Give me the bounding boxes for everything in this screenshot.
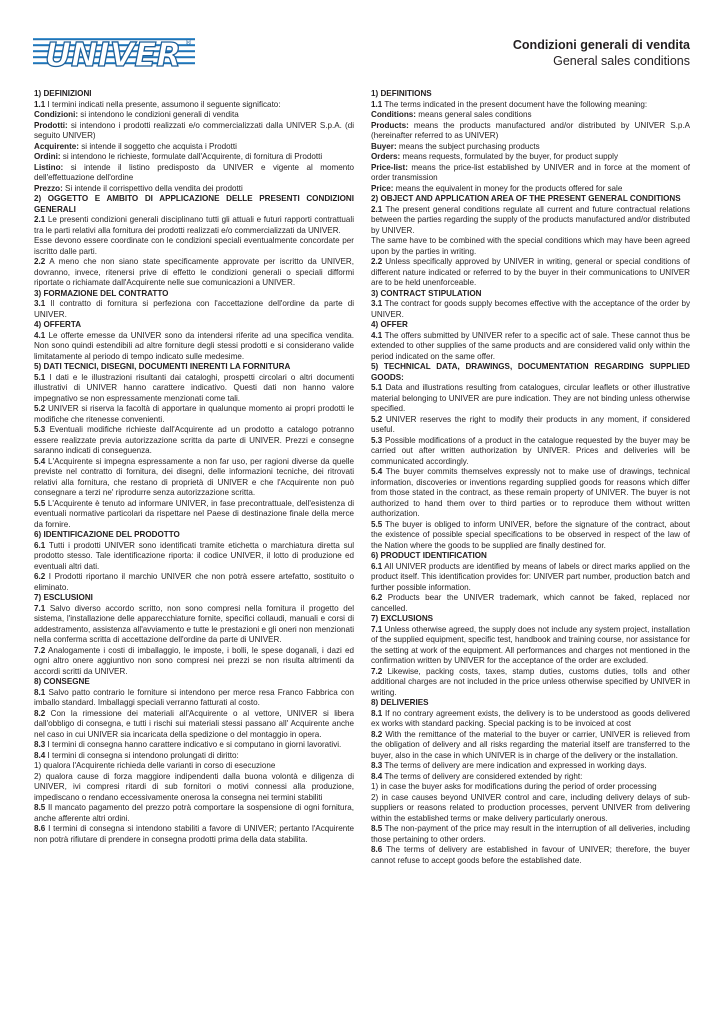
- clause-label: Prezzo:: [34, 183, 63, 193]
- clause-label: 6.1: [34, 540, 46, 550]
- clause-label: 8.1: [371, 708, 383, 718]
- clause-text: A meno che non siano state specificamente approvate per iscritto da UNIVER, dovranno, invece, ritenersi prive di effetto le condizioni generali o speciali difformi riportate o richiamate dall'Acquirente nelle sue comunicazioni a UNIVER.: [34, 257, 354, 287]
- section-heading: 5) DATI TECNICI, DISEGNI, DOCUMENTI INERENTI LA FORNITURA: [34, 362, 291, 371]
- clause-label: Price-list:: [371, 162, 408, 172]
- clause-paragraph: [371, 593, 690, 614]
- clause-paragraph: [34, 110, 354, 121]
- clause-paragraph: [34, 152, 354, 163]
- clause-text: 2) in case causes beyond UNIVER control and care, including delivery delays of sub-suppliers or reasons related to production processes, pervent UNIVER from delivering within the established terms or make delivery particularly onerous.: [371, 792, 690, 823]
- clause-text: I dati e le illustrazioni risultanti dai cataloghi, prospetti circolari o altri documenti illustrativi di UNIVER hanno carattere indicativo. Questi dati non hanno valore impegnativo se non espressamente menzionati come tali.: [34, 372, 354, 403]
- header-titles: [513, 38, 690, 69]
- clause-paragraph: [34, 499, 354, 531]
- clause-label: 8.3: [34, 740, 46, 749]
- clause-paragraph: [371, 110, 690, 121]
- clause-paragraph: [371, 257, 690, 289]
- clause-text: Il mancato pagamento del prezzo potrà comportare la sospensione di ogni fornitura, anche afferente altri ordini.: [34, 803, 354, 823]
- section-heading: 1) DEFINITIONS: [371, 89, 432, 98]
- clause-paragraph: [371, 824, 690, 845]
- clause-paragraph: [371, 782, 690, 793]
- clause-text: 1) qualora l'Acquirente richieda delle varianti in corso di esecuzione: [34, 761, 276, 770]
- clause-text: UNIVER reserves the right to modify their products in any moment, if considered useful.: [371, 414, 690, 434]
- section-heading: 5) TECHNICAL DATA, DRAWINGS, DOCUMENTATION REGARDING SUPPLIED GOODS:: [371, 362, 690, 382]
- clause-label: 8.5: [34, 803, 46, 812]
- clause-label: 8.4: [371, 771, 383, 781]
- clause-label: 2.1: [34, 215, 46, 224]
- clause-paragraph: [371, 467, 690, 520]
- section-heading: 3) CONTRACT STIPULATION: [371, 288, 482, 298]
- clause-text: means the products manufactured and/or distributed by UNIVER S.p.A (hereinafter referred to as UNIVER): [371, 120, 690, 140]
- clause-text: si intendono le condizioni generali di vendita: [78, 110, 239, 119]
- clause-paragraph: [34, 751, 354, 762]
- clause-text: I Prodotti riportano il marchio UNIVER che non potrà essere artefatto, sostituito o eliminato.: [34, 572, 354, 592]
- clause-paragraph: [34, 425, 354, 457]
- clause-paragraph: [34, 331, 354, 363]
- section-heading: 3) FORMAZIONE DEL CONTRATTO: [34, 288, 169, 298]
- clause-text: I termini di consegna si intendono stabiliti a favore di UNIVER; pertanto l'Acquirente non potrà rifiutare di prendere in consegna prodotti prima della data stabilita.: [34, 824, 354, 844]
- clause-text: means the subject purchasing products: [396, 141, 540, 151]
- clause-text: means general sales conditions: [415, 110, 532, 119]
- clause-label: Conditions:: [371, 110, 416, 119]
- clause-text: If no contrary agreement exists, the delivery is to be understood as goods delivered ex works with standard packing. Special packing is to be invoiced at cost: [371, 708, 690, 728]
- clause-paragraph: [371, 205, 690, 237]
- clause-text: Data and illustrations resulting from catalogues, circular leaflets or other illustrative material belonging to UNIVER are pure indication. They are not binding unless otherwise specified.: [371, 383, 690, 413]
- clause-text: Unless specifically approved by UNIVER in writing, general or special conditions of different nature indicated or referred to by the buyer in their communications to UNIVER are to be held unenforceable.: [371, 257, 690, 287]
- clause-paragraph: [371, 383, 690, 415]
- clause-text: Salvo diverso accordo scritto, non sono compresi nella fornitura il progetto del sistema, l'installazione delle apparecchiature fornite, specifici collaudi, manuali e corsi di addestramento, assistenza all'avviamento e tutte le prestazioni e gli oneri non menzionati nella conferma scritta di accettazione dell'ordine da parte di UNIVER.: [34, 603, 354, 644]
- clause-label: 3.1: [371, 299, 383, 308]
- clause-text: The same have to be combined with the special conditions which may have been agreed upon by the parties in writing.: [371, 236, 690, 256]
- clause-label: 5.1: [34, 372, 46, 382]
- clause-paragraph: [34, 688, 354, 709]
- clause-text: The terms of delivery are mere indication and expressed in working days.: [382, 761, 647, 770]
- clause-paragraph: [371, 761, 690, 772]
- clause-paragraph: [34, 740, 354, 751]
- clause-paragraph: [34, 824, 354, 845]
- clause-label: Acquirente:: [34, 141, 79, 151]
- clause-label: 5.1: [371, 383, 383, 392]
- clause-label: 2.2: [371, 257, 383, 266]
- clause-paragraph: [34, 373, 354, 405]
- clause-paragraph: [371, 121, 690, 142]
- clause-paragraph: [371, 100, 690, 111]
- clause-paragraph: [34, 299, 354, 320]
- clause-text: The non-payment of the price may result in the interruption of all deliveries, including those pertaining to other orders.: [371, 824, 690, 844]
- clause-label: Listino:: [34, 162, 64, 172]
- english-terms-column: [371, 89, 690, 866]
- clause-text: 1) in case the buyer asks for modifications during the period of order processing: [371, 782, 657, 791]
- clause-label: 8.3: [371, 761, 383, 770]
- title-italian: Condizioni generali di vendita: [512, 38, 690, 52]
- section-heading: 6) PRODUCT IDENTIFICATION: [371, 551, 487, 560]
- clause-paragraph: [371, 730, 690, 762]
- clause-paragraph: [34, 457, 354, 499]
- clause-paragraph: [34, 215, 354, 236]
- clause-paragraph: [371, 520, 690, 552]
- section-heading: 4) OFFERTA: [34, 320, 82, 329]
- section-heading: 2) OGGETTO E AMBITO DI APPLICAZIONE DELLE PRESENTI CONDIZIONI GENERALI: [34, 194, 354, 214]
- clause-label: Condizioni:: [34, 110, 79, 119]
- clause-label: 1.1: [34, 99, 46, 109]
- clause-text: The offers submitted by UNIVER refer to a specific act of sale. These cannot thus be extended to other supplies of the same products and are considered valid only within the period indicated on the same offer.: [371, 330, 690, 361]
- clause-text: I termini di consegna si intendono prolungati di diritto:: [45, 750, 239, 760]
- clause-label: Price:: [371, 183, 394, 193]
- clause-label: Products:: [371, 120, 409, 130]
- section-heading: 8) DELIVERIES: [371, 698, 429, 707]
- clause-label: 1.1: [371, 99, 383, 109]
- clause-text: The terms indicated in the present document have the following meaning:: [382, 99, 648, 109]
- clause-paragraph: [371, 625, 690, 667]
- clause-paragraph: [34, 803, 354, 824]
- clause-label: 5.5: [371, 519, 383, 529]
- clause-label: 8.6: [34, 824, 46, 833]
- clause-paragraph: [371, 415, 690, 436]
- clause-text: L'Acquirente è tenuto ad informare UNIVER, in fase precontrattuale, dell'esistenza di eventuali normative particolari da rispettare nel Paese di destinazione finale della merce da fornire.: [34, 498, 354, 529]
- clause-paragraph: [371, 436, 690, 468]
- clause-label: Ordini:: [34, 152, 61, 161]
- clause-text: The terms of delivery are established in favour of UNIVER; therefore, the buyer cannot refuse to accept goods before the established date.: [371, 845, 690, 865]
- section-heading: 7) EXCLUSIONS: [371, 614, 434, 623]
- clause-label: 8.6: [371, 845, 383, 854]
- clause-text: means the price-list established by UNIVER and in force at the moment of order transmission: [371, 162, 690, 182]
- clause-label: 7.1: [371, 624, 383, 634]
- clause-label: 6.2: [371, 593, 383, 602]
- clause-text: The buyer commits themselves expressly not to make use of drawings, technical information, discoveries or inventions regarding supplied goods for reasons which differ from those stated in the contract, as these remain property of UNIVER. The buyer is not authorized to hand them over to third parties or to reproduce them without written authorization.: [371, 467, 690, 518]
- clause-text: means the equivalent in money for the products offered for sale: [393, 183, 623, 193]
- clause-label: 2.1: [371, 204, 383, 214]
- clause-text: L'Acquirente si impegna espressamente a non far uso, per ragioni diverse da quelle previste nel contratto di fornitura, dei disegni, delle informazioni tecniche, dei ritrovati relativi alla fornitura, che restano di proprietà di UNIVER e che l'Acquirente non può consegnare a terzi ne' riprodurre senza autorizzazione scritta.: [34, 456, 354, 497]
- clause-label: Prodotti:: [34, 120, 68, 130]
- clause-label: 6.1: [371, 561, 383, 571]
- clause-text: Le offerte emesse da UNIVER sono da intendersi riferite ad una specifica vendita. Non sono quindi estendibili ad altre forniture degli stessi prodotti e si considerano valide limitatamente al periodo di tempo indicato sulle medesime.: [34, 330, 354, 361]
- section-heading: 6) IDENTIFICAZIONE DEL PRODOTTO: [34, 530, 180, 539]
- clause-paragraph: [371, 331, 690, 363]
- clause-paragraph: [34, 761, 354, 772]
- clause-paragraph: [371, 845, 690, 866]
- clause-paragraph: [34, 604, 354, 646]
- clause-label: 7.2: [34, 645, 46, 655]
- clause-label: 8.5: [371, 824, 383, 833]
- clause-text: Eventuali modifiche richieste dall'Acquirente ad un prodotto a catalogo potranno essere realizzate previa autorizzazione scritta da parte di UNIVER. Prezzi e consegne saranno indicati di conseguenza.: [34, 425, 354, 455]
- clause-label: 7.1: [34, 603, 46, 613]
- clause-paragraph: [371, 142, 690, 153]
- section-heading: 7) ESCLUSIONI: [34, 593, 93, 602]
- clause-paragraph: [34, 709, 354, 741]
- clause-text: The buyer is obliged to inform UNIVER, before the signature of the contract, about the existence of possible special specifications to be observed in respect of the law of the Nation where the goods to be supplied are finally destined for.: [371, 519, 690, 550]
- clause-label: 8.4: [34, 750, 46, 760]
- clause-paragraph: [34, 541, 354, 573]
- clause-paragraph: [34, 236, 354, 257]
- section-heading: 1) DEFINIZIONI: [34, 89, 92, 98]
- clause-text: Tutti i prodotti UNIVER sono identificati tramite etichetta o marchiatura diretta sul prodotto stesso. Tale identificazione riporta: il codice UNIVER, il lotto di produzione ed eventuali altri dati.: [34, 540, 354, 571]
- clause-paragraph: [34, 404, 354, 425]
- clause-text: Si intende il corrispettivo della vendita dei prodotti: [62, 183, 243, 193]
- clause-paragraph: [371, 667, 690, 699]
- clause-label: 5.4: [371, 467, 383, 476]
- clause-label: 5.3: [371, 435, 383, 445]
- clause-label: 8.2: [34, 708, 46, 718]
- clause-text: 2) qualora cause di forza maggiore indipendenti dalla buona volontà e diligenza di UNIVER, ivi compresi ritardi di sub fornitori o motivi connessi alla produzione, impediscano o rendano eccessivamente onerosa la consegna nei termini stabiliti: [34, 771, 354, 802]
- clause-paragraph: [371, 772, 690, 783]
- clause-label: 4.1: [371, 330, 383, 340]
- clause-label: 2.2: [34, 257, 46, 266]
- italian-terms-column: [34, 89, 354, 845]
- clause-text: Le presenti condizioni generali disciplinano tutti gli attuali e futuri rapporti contrattuali tra le parti relativi alla fornitura dei prodotti realizzati e/o commercializzati da UNIVER.: [34, 215, 354, 235]
- clause-paragraph: [34, 121, 354, 142]
- clause-paragraph: [371, 299, 690, 320]
- title-english: General sales conditions: [553, 54, 690, 68]
- clause-text: The present general conditions regulate all current and future contractual relations between the parties regarding the supply of the products manufactured and/or distributed by UNIVER.: [371, 204, 690, 235]
- clause-label: 8.1: [34, 687, 46, 697]
- clause-paragraph: [371, 562, 690, 594]
- clause-text: si intendono i prodotti realizzati e/o commercializzati dalla UNIVER S.p.A. (di seguito UNIVER): [34, 120, 354, 140]
- clause-label: 3.1: [34, 299, 46, 308]
- clause-text: Products bear the UNIVER trademark, which cannot be faked, replaced nor cancelled.: [371, 593, 690, 613]
- clause-text: UNIVER si riserva la facoltà di apportare in qualunque momento ai propri prodotti le modifiche che ritenesse convenienti.: [34, 404, 354, 424]
- clause-label: 7.2: [371, 666, 383, 676]
- clause-label: 8.2: [371, 729, 383, 739]
- clause-paragraph: [34, 257, 354, 289]
- clause-label: 6.2: [34, 572, 46, 581]
- clause-text: Esse devono essere coordinate con le condizioni speciali eventualmente concordate per iscritto dalle parti.: [34, 236, 354, 256]
- clause-text: All UNIVER products are identified by means of labels or direct marks applied on the product itself. This identification provides for: UNIVER part number, production batch and further possible information.: [371, 561, 690, 592]
- section-heading: 8) CONSEGNE: [34, 677, 90, 686]
- section-heading: 4) OFFER: [371, 320, 408, 329]
- clause-label: Buyer:: [371, 141, 397, 151]
- clause-paragraph: [34, 184, 354, 195]
- clause-text: Likewise, packing costs, taxes, stamp duties, customs duties, tolls and other additional charges are not included in the price unless otherwise specified by UNIVER in writing.: [371, 666, 690, 697]
- section-heading: 2) OBJECT AND APPLICATION AREA OF THE PRESENT GENERAL CONDITIONS: [371, 194, 681, 203]
- clause-text: I termini indicati nella presente, assumono il seguente significato:: [45, 99, 281, 109]
- clause-text: Con la rimessione dei materiali all'Acquirente o al vettore, UNIVER si libera dall'obbligo di consegna, e tutti i rischi sui materiali stessi passano all' Acquirente anche nel caso in cui UNIVER sia incaricata della spedizione o del montaggio in opera.: [34, 708, 354, 739]
- clause-text: Analogamente i costi di imballaggio, le imposte, i bolli, le spese doganali, i dazi ed ogni altro onere aggiuntivo non sono compresi nei prezzi se non risulta altrimenti da accordi scritti da UNIVER.: [34, 645, 354, 676]
- clause-label: 5.4: [34, 456, 46, 466]
- clause-paragraph: [34, 163, 354, 184]
- clause-label: Orders:: [371, 152, 401, 161]
- clause-text: The contract for goods supply becomes effective with the acceptance of the order by UNIVER.: [371, 299, 690, 319]
- clause-paragraph: [34, 572, 354, 593]
- clause-text: si intendono le richieste, formulate dall'Acquirente, di fornitura di Prodotti: [60, 152, 323, 161]
- clause-paragraph: [371, 184, 690, 195]
- clause-text: Unless otherwise agreed, the supply does not include any system project, installation of the supplied equipment, specific test, handbook and training course, nor assistance for the setting at work of the equipment. All performances and charges not mentioned in the confirmation written by UNIVER for the acceptance of the order are excluded.: [371, 624, 690, 665]
- clause-text: Salvo patto contrario le forniture si intendono per merce resa Franco Fabbrica con imballo standard. Imballaggi speciali verranno fatturati al costo.: [34, 687, 354, 707]
- clause-text: si intende il listino predisposto da UNIVER e vigente al momento dell'effettuazione dell'ordine: [34, 162, 354, 182]
- svg-text:UNIVER: UNIVER: [45, 36, 181, 70]
- clause-label: 5.2: [371, 414, 383, 424]
- clause-text: With the remittance of the material to the buyer or carrier, UNIVER is relieved from the obligation of delivery and all risks regarding the material itself are transferred to the buyer, also in the case in which UNIVER is in charge of the delivery or the installation.: [371, 729, 690, 760]
- clause-label: 5.3: [34, 425, 46, 434]
- clause-paragraph: [371, 163, 690, 184]
- clause-label: 5.2: [34, 404, 46, 413]
- clause-text: means requests, formulated by the buyer, for product supply: [400, 152, 618, 161]
- clause-text: Il contratto di fornitura si perfeziona con l'accettazione dell'ordine da parte di UNIVER.: [34, 299, 354, 319]
- clause-paragraph: [34, 142, 354, 153]
- clause-paragraph: [371, 152, 690, 163]
- clause-paragraph: [34, 100, 354, 111]
- clause-text: I termini di consegna hanno carattere indicativo e si computano in giorni lavorativi.: [45, 740, 342, 749]
- clause-label: 5.5: [34, 498, 46, 508]
- clause-text: Possible modifications of a product in the catalogue requested by the buyer may be carried out after written authorization by UNIVER. Prices and deliveries will be communicated accordingly.: [371, 435, 690, 466]
- page-header: [0, 0, 724, 88]
- svg-text:®: ®: [185, 39, 192, 47]
- clause-paragraph: [34, 772, 354, 804]
- clause-text: The terms of delivery are considered extended by right:: [382, 771, 583, 781]
- clause-paragraph: [371, 793, 690, 825]
- clause-paragraph: [371, 236, 690, 257]
- clause-text: si intende il soggetto che acquista i Prodotti: [78, 141, 237, 151]
- clause-label: 4.1: [34, 330, 46, 340]
- clause-paragraph: [34, 646, 354, 678]
- univer-logo: [33, 36, 195, 70]
- clause-paragraph: [371, 709, 690, 730]
